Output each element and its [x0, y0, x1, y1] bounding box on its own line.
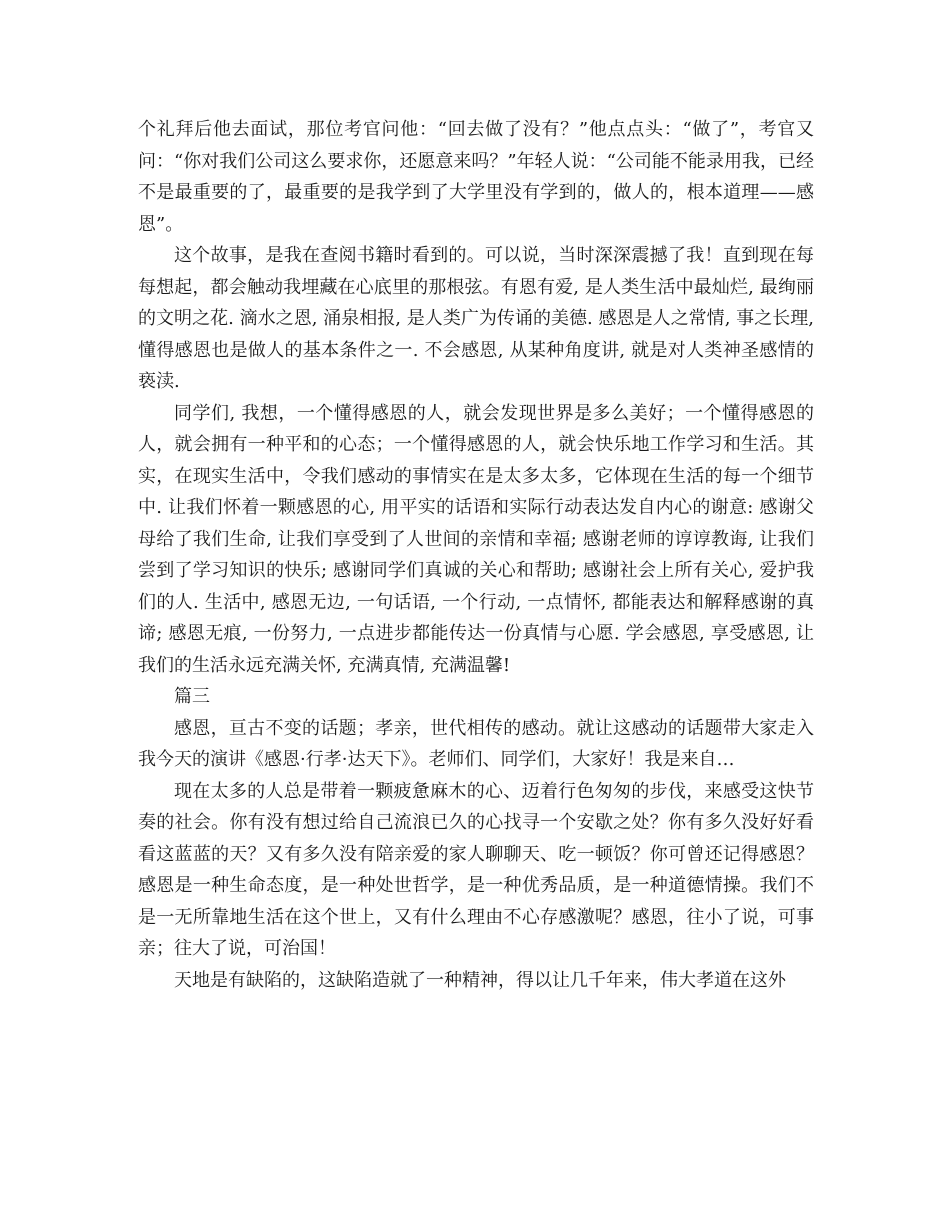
- paragraph: 这个故事，是我在查阅书籍时看到的。可以说，当时深深震撼了我！直到现在每每想起，都会触动我埋藏在心底里的那根弦。有恩有爱, 是人类生活中最灿烂, 最绚丽的文明之花. 滴水之恩, 涌泉相报, 是人类广为传诵的美德. 感恩是人之常情, 事之长理, 懂得感恩也是做人的基本条件之一. 不会感恩, 从某种角度讲, 就是对人类神圣感情的亵渎.: [138, 245, 814, 392]
- paragraph: 个礼拜后他去面试，那位考官问他：“回去做了没有？”他点点头：“做了”，考官又问：“你对我们公司这么要求你，还愿意来吗？”年轻人说：“公司能不能录用我，已经不是最重要的了，最重要的是我学到了大学里没有学到的，做人的，根本道理——感恩”。: [138, 119, 814, 235]
- paragraph: 同学们, 我想，一个懂得感恩的人，就会发现世界是多么美好；一个懂得感恩的人，就会拥有一种平和的心态；一个懂得感恩的人，就会快乐地工作学习和生活。其实，在现实生活中，令我们感动的事情实在是太多太多，它体现在生活的每一个细节中. 让我们怀着一颗感恩的心, 用平实的话语和实际行动表达发自内心的谢意: 感谢父母给了我们生命, 让我们享受到了人世间的亲情和幸福; 感谢老师的谆谆教诲, 让我们尝到了学习知识的快乐; 感谢同学们真诚的关心和帮助; 感谢社会上所有关心, 爱护我们的人. 生活中, 感恩无边, 一句话语, 一个行动, 一点情怀, 都能表达和解释感谢的真谛; 感恩无痕, 一份努力, 一点进步都能传达一份真情与心愿. 学会感恩, 享受感恩, 让我们的生活永远充满关怀, 充满真情, 充满温馨!: [138, 402, 814, 676]
- paragraph: 感恩，亘古不变的话题；孝亲，世代相传的感动。就让这感动的话题带大家走入我今天的演讲《感恩·行孝·达天下》。老师们、同学们，大家好！我是来自…: [138, 717, 814, 770]
- document-body: [138, 114, 814, 996]
- section-heading: 篇三: [174, 686, 210, 707]
- paragraph: 天地是有缺陷的，这缺陷造就了一种精神，得以让几千年来，伟大孝道在这外: [174, 969, 786, 991]
- paragraph: 现在太多的人总是带着一颗疲惫麻木的心、迈着行色匆匆的步伐，来感受这快节奏的社会。你有没有想过给自己流浪已久的心找寻一个安歇之处？你有多久没好好看看这蓝蓝的天？又有多久没有陪亲爱的家人聊聊天、吃一顿饭？你可曾还记得感恩？感恩是一种生命态度，是一种处世哲学，是一种优秀品质，是一种道德情操。我们不是一无所靠地生活在这个世上，又有什么理由不心存感激呢？感恩，往小了说，可事亲；往大了说，可治国！: [138, 780, 814, 959]
